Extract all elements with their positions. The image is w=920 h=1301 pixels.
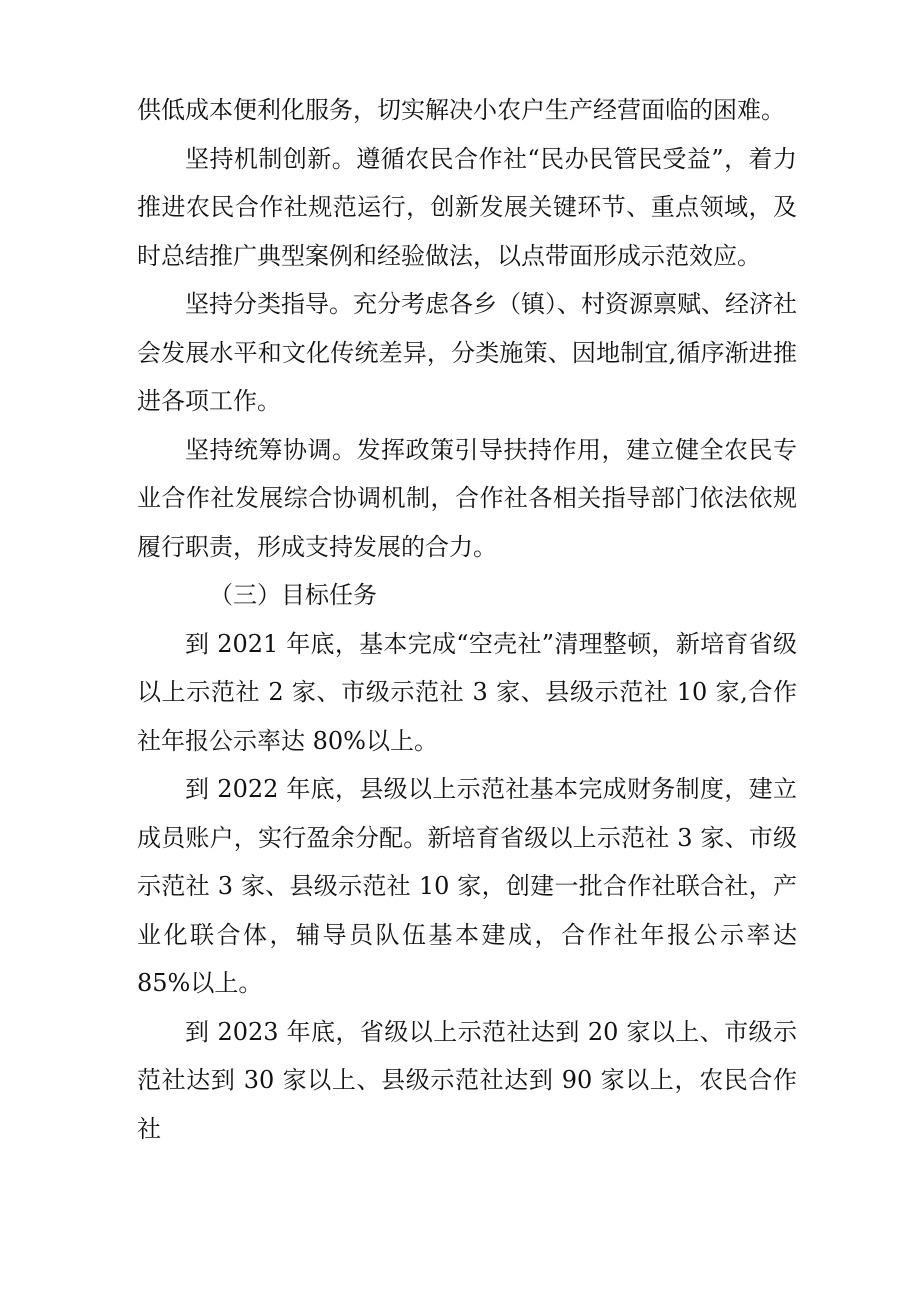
paragraph-overall-coordination: 坚持统筹协调。发挥政策引导扶持作用，建立健全农民专业合作社发展综合协调机制，合作社各相关指导部门依法依规履行职责，形成支持发展的合力。 [137,435,797,561]
document-page [137,86,797,1153]
paragraph-classified-guidance: 坚持分类指导。充分考虑各乡（镇）、村资源禀赋、经济社会发展水平和文化传统差异，分类施策、因地制宜,循序渐进推进各项工作。 [137,290,797,415]
paragraph-goal-2022: 到 2022 年底，县级以上示范社基本完成财务制度，建立成员账户，实行盈余分配。新培育省级以上示范社 3 家、市级示范社 3 家、县级示范社 10 家，创建一批合作社联合社，产业化联合体，辅导员队伍基本建成，合作社年报公示率达 85%以上。 [137,775,797,997]
paragraph-goal-2023: 到 2023 年底，省级以上示范社达到 20 家以上、市级示范社达到 30 家以上、县级示范社达到 90 家以上，农民合作社 [137,1017,797,1143]
section-heading-goals: （三）目标任务 [209,581,377,609]
paragraph-goal-2021: 到 2021 年底，基本完成“空壳社”清理整顿，新培育省级以上示范社 2 家、市级示范社 3 家、县级示范社 10 家,合作社年报公示率达 80%以上。 [137,629,797,755]
paragraph-mechanism-innovation: 坚持机制创新。遵循农民合作社“民办民管民受益”，着力推进农民合作社规范运行，创新发展关键环节、重点领域，及时总结推广典型案例和经验做法，以点带面形成示范效应。 [137,144,797,270]
paragraph-continuation: 供低成本便利化服务，切实解决小农户生产经营面临的困难。 [137,96,785,124]
